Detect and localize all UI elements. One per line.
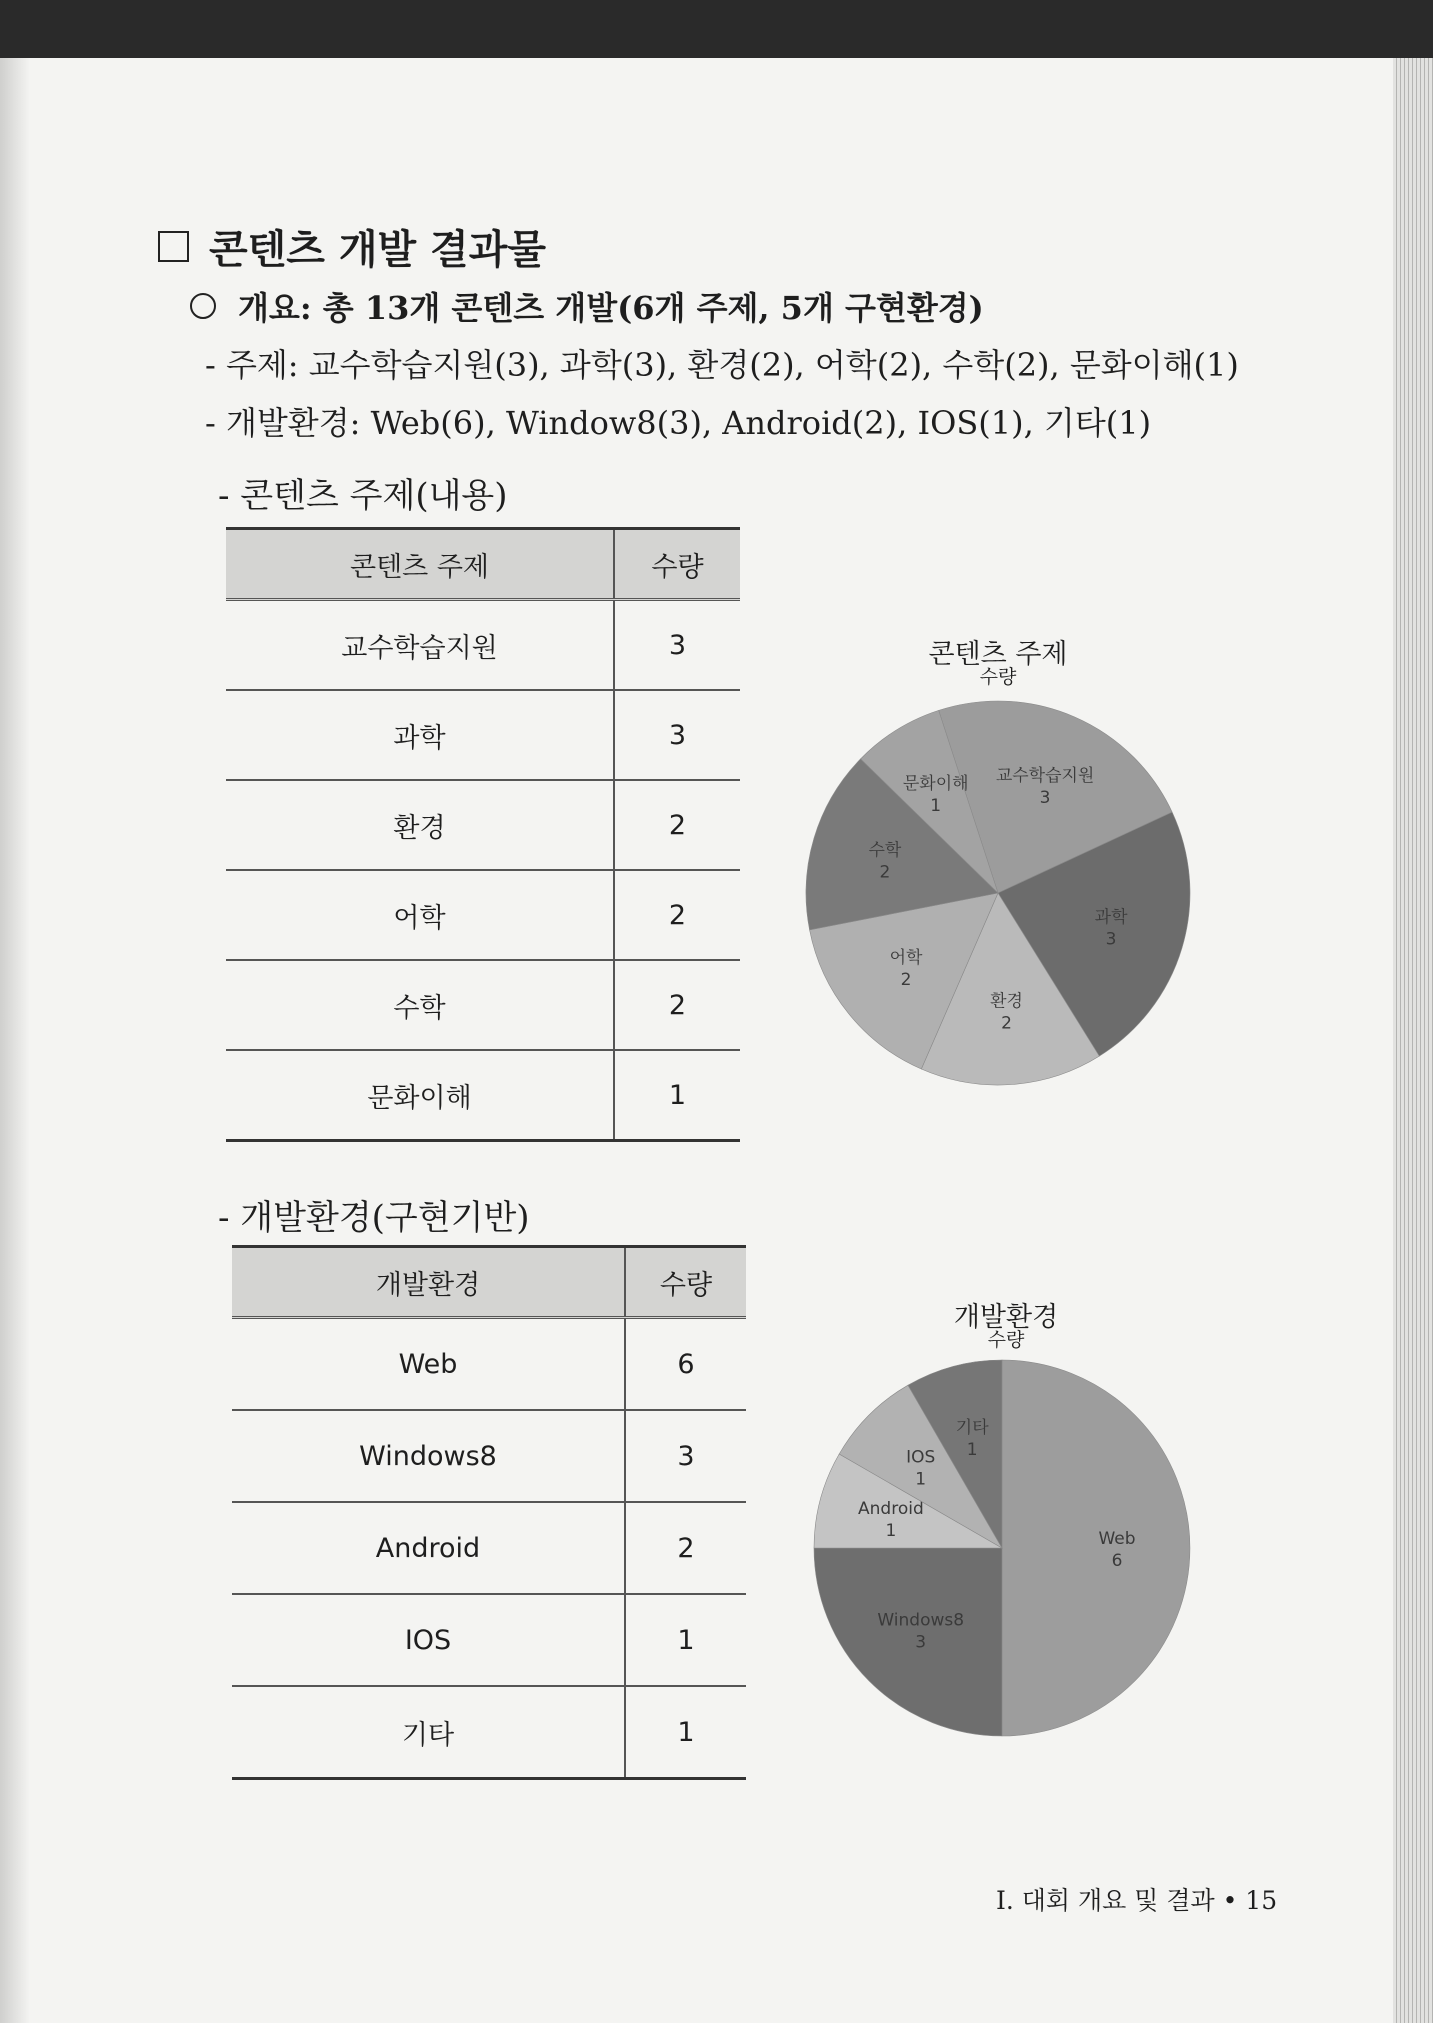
topic-cell: 문화이해 — [226, 1050, 614, 1141]
scan-top-border — [0, 0, 1433, 58]
slice-label: 환경 — [990, 991, 1023, 1012]
slice-label: 수학 — [868, 840, 902, 861]
quantity-cell: 3 — [625, 1410, 746, 1502]
topic-cell: 환경 — [226, 780, 614, 870]
table-row — [232, 1686, 746, 1779]
env-summary: - 개발환경: Web(6), Window8(3), Android(2), IOS(1), 기타(1) — [205, 404, 1152, 442]
table-row — [226, 1050, 740, 1141]
topics-summary: - 주제: 교수학습지원(3), 과학(3), 환경(2), 어학(2), 수학(2), 문화이해(1) — [205, 346, 1239, 384]
slice-label: 기타 — [955, 1417, 989, 1438]
env-chart-subtitle: 수량 — [987, 1329, 1025, 1351]
table-row — [226, 960, 740, 1050]
env-cell: Android — [232, 1502, 625, 1594]
slice-value-label: 1 — [966, 1439, 978, 1460]
checkbox-square-icon — [158, 231, 189, 262]
slice-label: Android — [858, 1499, 924, 1520]
table-row — [226, 870, 740, 960]
topic-cell: 과학 — [226, 690, 614, 780]
pie-slice-1 — [1002, 1360, 1190, 1736]
section-heading-text: 콘텐츠 개발 결과물 — [209, 227, 546, 273]
topic-chart-title: 콘텐츠 주제 — [928, 639, 1068, 670]
table-row — [226, 780, 740, 870]
slice-value-label: 3 — [1105, 929, 1117, 950]
slice-label: 교수학습지원 — [995, 765, 1095, 786]
env-chart-title: 개발환경 — [953, 1302, 1059, 1333]
page-binding-shadow — [0, 58, 30, 2023]
quantity-cell: 2 — [614, 870, 740, 960]
slice-label: 과학 — [1094, 907, 1128, 928]
section-heading — [158, 218, 546, 275]
env-table — [232, 1245, 746, 1780]
table-row — [226, 690, 740, 780]
column-header: 수량 — [625, 1247, 746, 1318]
topic-table — [226, 527, 740, 1142]
env-cell: Windows8 — [232, 1410, 625, 1502]
table-row — [232, 1594, 746, 1686]
column-header: 콘텐츠 주제 — [226, 529, 614, 600]
slice-value-label: 1 — [915, 1469, 927, 1490]
table-row — [232, 1502, 746, 1594]
slice-label: Web — [1098, 1529, 1136, 1549]
quantity-cell: 2 — [614, 960, 740, 1050]
slice-value-label: 6 — [1111, 1551, 1123, 1571]
slice-label: 문화이해 — [902, 773, 969, 794]
env-pie-chart — [812, 1358, 1192, 1738]
table-row — [232, 1410, 746, 1502]
quantity-cell: 2 — [614, 780, 740, 870]
table-row — [232, 1318, 746, 1411]
page-edge-stack — [1393, 58, 1433, 2023]
quantity-cell: 3 — [614, 690, 740, 780]
table-header-row — [226, 529, 740, 600]
table-header-row — [232, 1247, 746, 1318]
env-cell: IOS — [232, 1594, 625, 1686]
slice-value-label: 2 — [1001, 1013, 1012, 1034]
slice-value-label: 1 — [885, 1521, 897, 1542]
topic-chart-subtitle: 수량 — [979, 666, 1017, 688]
slice-label: IOS — [906, 1447, 936, 1468]
topics-subheading: - 콘텐츠 주제(내용) — [218, 476, 508, 516]
slice-label: Windows8 — [877, 1610, 965, 1631]
circle-bullet-icon — [190, 293, 216, 319]
slice-value-label: 3 — [1039, 787, 1051, 808]
env-cell: 기타 — [232, 1686, 625, 1779]
column-header: 개발환경 — [232, 1247, 625, 1318]
overview-text: 개요: 총 13개 콘텐츠 개발(6개 주제, 5개 구현환경) — [238, 289, 984, 327]
topic-cell: 수학 — [226, 960, 614, 1050]
page-footer: Ⅰ. 대회 개요 및 결과 • 15 — [996, 1886, 1278, 1915]
quantity-cell: 2 — [625, 1502, 746, 1594]
quantity-cell: 3 — [614, 600, 740, 691]
slice-value-label: 2 — [900, 969, 912, 990]
topic-pie-chart — [803, 698, 1193, 1088]
env-cell: Web — [232, 1318, 625, 1411]
slice-value-label: 1 — [930, 795, 942, 816]
slice-value-label: 3 — [915, 1632, 927, 1653]
quantity-cell: 1 — [625, 1594, 746, 1686]
slice-value-label: 2 — [879, 862, 891, 883]
overview-line — [190, 283, 984, 329]
env-subheading: - 개발환경(구현기반) — [218, 1198, 530, 1238]
column-header: 수량 — [614, 529, 740, 600]
pie-slice-2 — [814, 1548, 1002, 1736]
quantity-cell: 1 — [614, 1050, 740, 1141]
quantity-cell: 6 — [625, 1318, 746, 1411]
slice-label: 어학 — [889, 947, 923, 968]
table-row — [226, 600, 740, 691]
topic-cell: 어학 — [226, 870, 614, 960]
topic-cell: 교수학습지원 — [226, 600, 614, 691]
quantity-cell: 1 — [625, 1686, 746, 1779]
